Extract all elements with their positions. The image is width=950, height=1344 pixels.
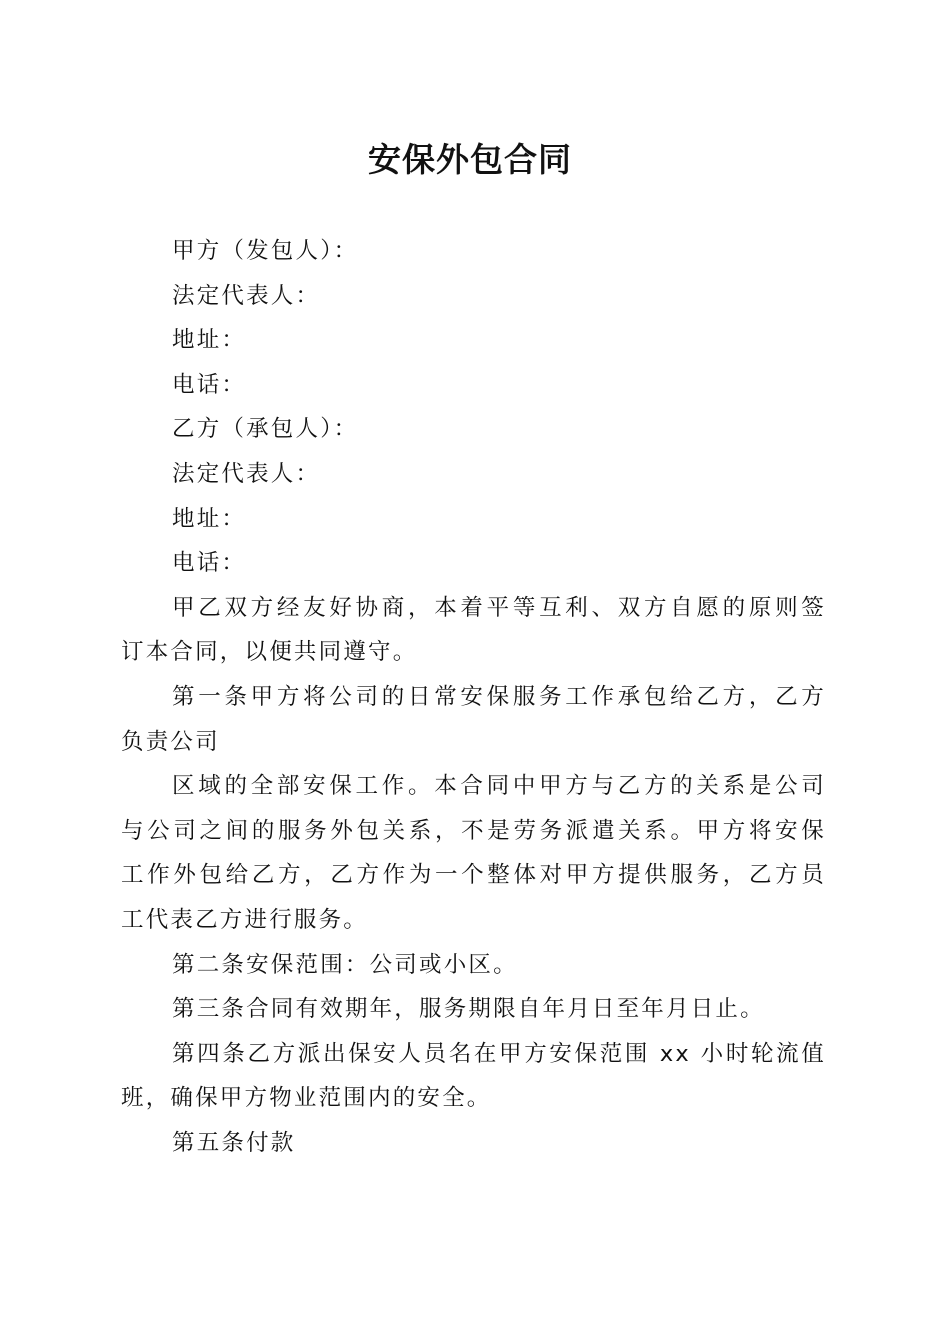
party-b-representative: 法定代表人：: [172, 460, 321, 487]
party-b-address: 地址：: [172, 505, 247, 532]
party-b-phone: 电话：: [172, 550, 247, 577]
party-a-address: 地址：: [172, 327, 247, 354]
party-a-representative: 法定代表人：: [172, 282, 321, 309]
article-4-line-2: 班，确保甲方物业范围内的安全。: [121, 1085, 492, 1112]
article-1-cont-line-2: 与公司之间的服务外包关系，不是劳务派遣关系。甲方将安保: [121, 817, 826, 844]
article-2: 第二条安保范围：公司或小区。: [172, 951, 518, 978]
article-4-line-1: 第四条乙方派出保安人员名在甲方安保范围 xx 小时轮流值: [172, 1040, 826, 1067]
article-1-line-2: 负责公司: [121, 728, 220, 755]
party-a-label: 甲方（发包人）：: [172, 238, 359, 264]
article-1-cont-line-1: 区域的全部安保工作。本合同中甲方与乙方的关系是公司: [172, 773, 826, 800]
article-1-line-1: 第一条甲方将公司的日常安保服务工作承包给乙方，乙方: [172, 683, 826, 710]
party-a-phone: 电话：: [172, 371, 247, 398]
intro-line-1: 甲乙双方经友好协商，本着平等互利、双方自愿的原则签: [172, 594, 826, 621]
article-1-cont-line-3: 工作外包给乙方，乙方作为一个整体对甲方提供服务，乙方员: [121, 862, 826, 889]
party-b-label: 乙方（承包人）：: [172, 416, 359, 443]
article-1-cont-line-4: 工代表乙方进行服务。: [121, 906, 369, 933]
article-5: 第五条付款: [172, 1129, 296, 1156]
article-3: 第三条合同有效期年，服务期限自年月日至年月日止。: [172, 996, 765, 1023]
intro-line-2: 订本合同，以便共同遵守。: [121, 639, 418, 666]
document-title: 安保外包合同: [368, 140, 572, 179]
document-body: [121, 229, 826, 1165]
